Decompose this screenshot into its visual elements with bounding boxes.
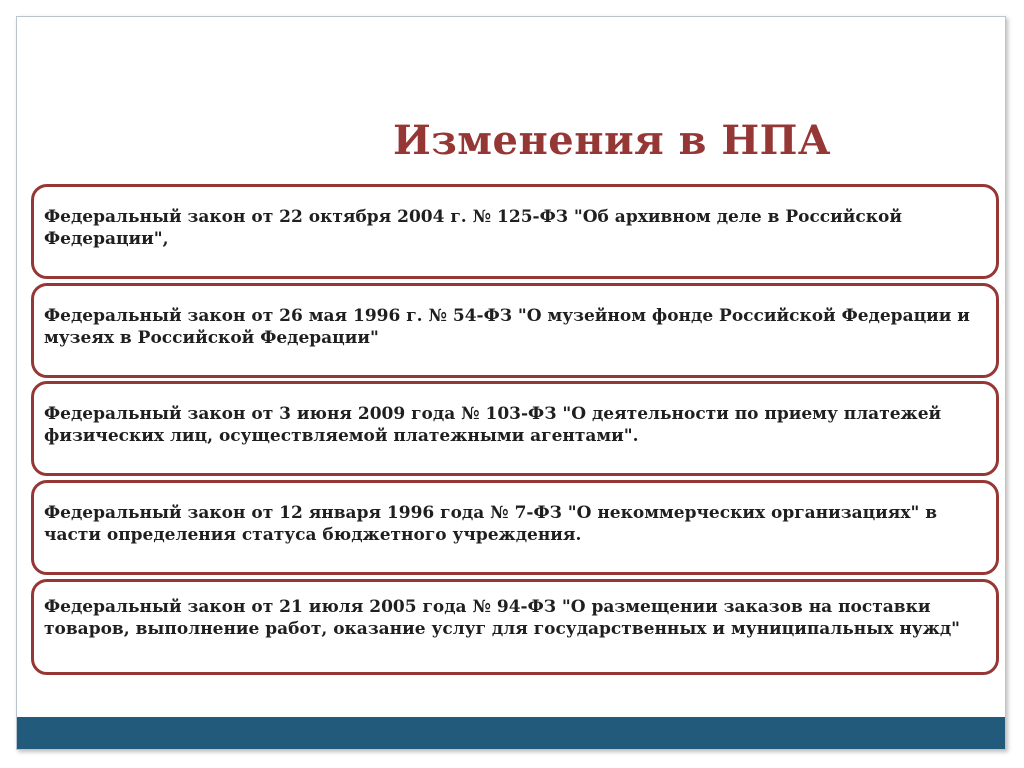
law-item-5: Федеральный закон от 21 июля 2005 года № 94-ФЗ "О размещении заказов на поставки товаров, выполнение работ, оказание услуг для государственных и муниципальных нужд" (31, 579, 999, 675)
law-item-3: Федеральный закон от 3 июня 2009 года № 103-ФЗ "О деятельности по приему платежей физических лиц, осуществляемой платежными агентами". (31, 381, 999, 476)
slide-title: Изменения в НПА (392, 117, 832, 164)
law-item-2: Федеральный закон от 26 мая 1996 г. № 54-ФЗ "О музейном фонде Российской Федерации и музеях в Российской Федерации" (31, 283, 999, 378)
law-item-1: Федеральный закон от 22 октября 2004 г. № 125-ФЗ "Об архивном деле в Российской Федерации", (31, 184, 999, 279)
slide (16, 16, 1006, 750)
footer-bar (17, 717, 1005, 750)
law-item-4: Федеральный закон от 12 января 1996 года № 7-ФЗ "О некоммерческих организациях" в части определения статуса бюджетного учреждения. (31, 480, 999, 575)
